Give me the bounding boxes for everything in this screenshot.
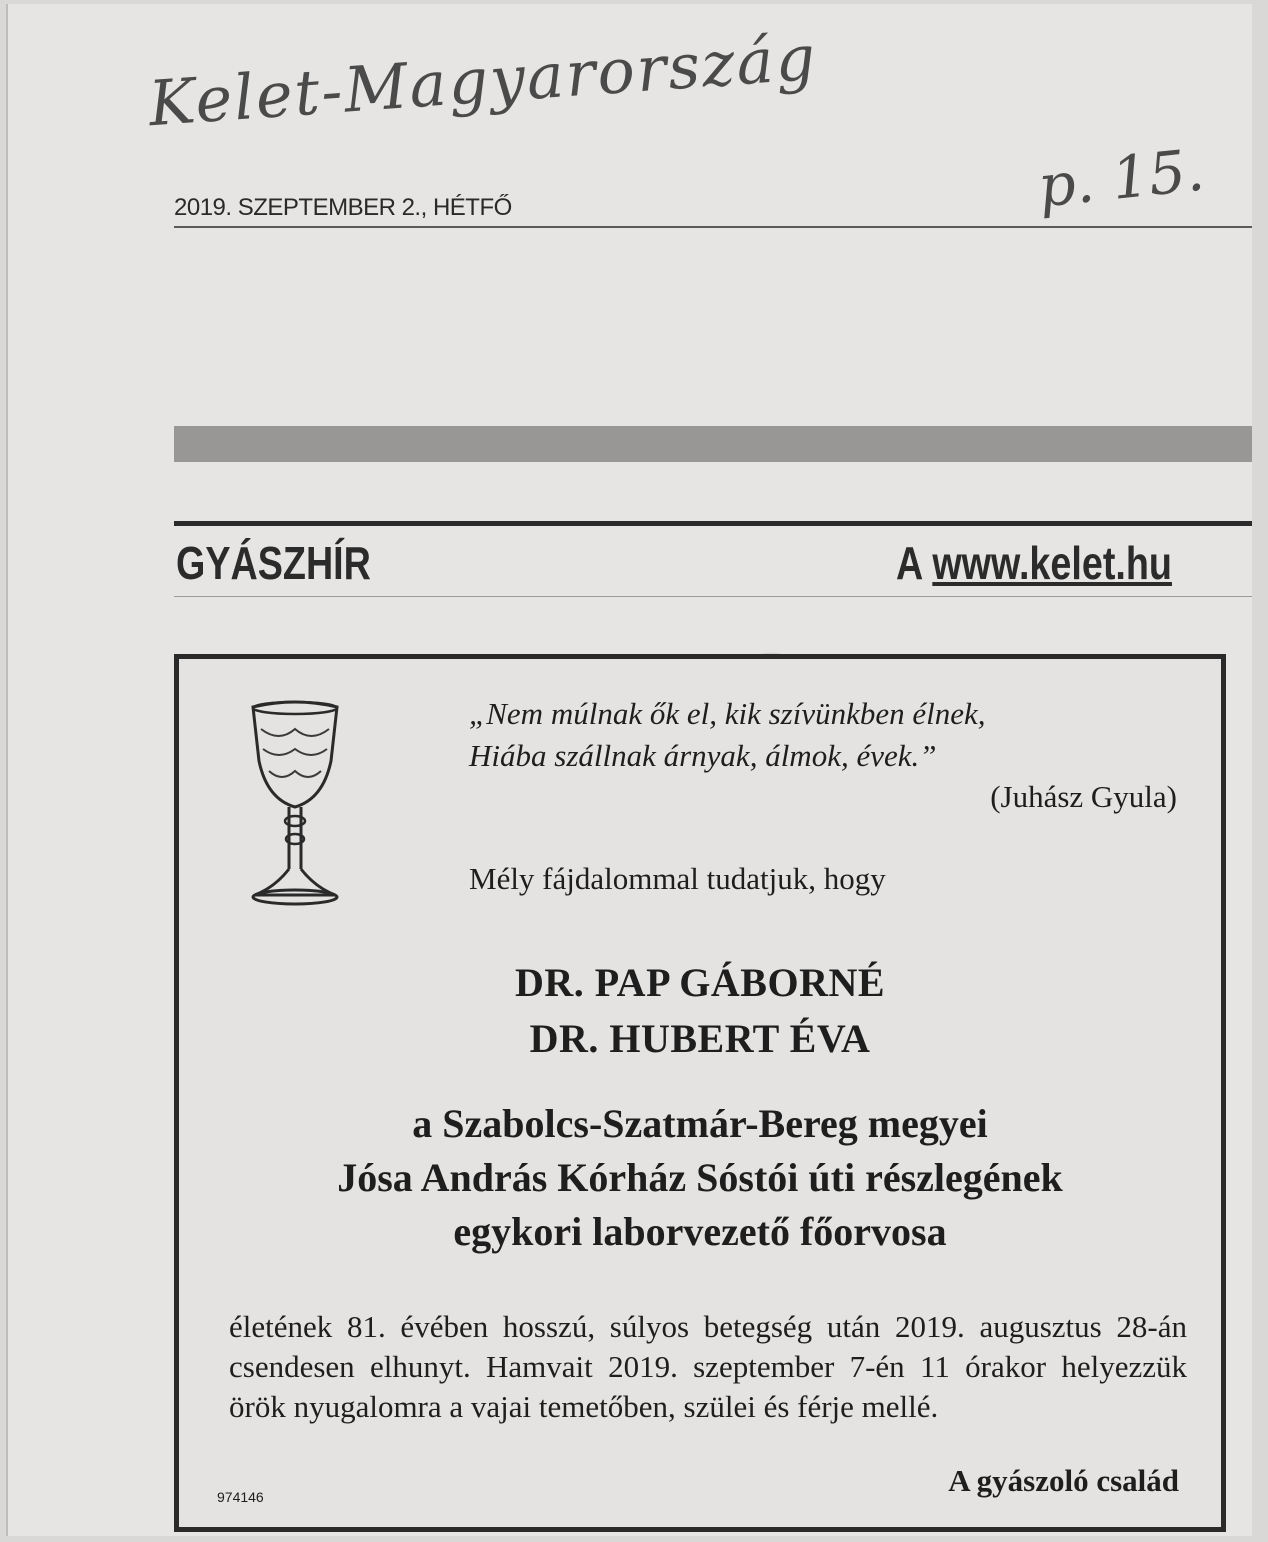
notice-intro: Mély fájdalommal tudatjuk, hogy	[469, 861, 886, 896]
memorial-quote	[469, 693, 986, 777]
header-rule	[174, 226, 1252, 228]
role-line-2: Jósa András Kórház Sóstói úti részlegének	[337, 1155, 1063, 1200]
site-link-prefix: A	[896, 537, 922, 589]
handwritten-page-note: p. 15.	[1034, 135, 1208, 221]
gray-banner-strip	[174, 426, 1252, 462]
handwritten-source-note: Kelet-Magyarország	[146, 20, 820, 141]
newspaper-clipping	[6, 4, 1252, 1536]
section-underline	[174, 596, 1252, 597]
deceased-name-line-2: DR. HUBERT ÉVA	[529, 1016, 871, 1061]
site-link-url[interactable]: www.kelet.hu	[932, 537, 1172, 589]
role-line-3: egykori laborvezető főorvosa	[453, 1209, 947, 1254]
role-line-1: a Szabolcs-Szatmár-Bereg megyei	[412, 1101, 988, 1146]
site-link[interactable]	[896, 536, 1172, 590]
chalice-icon	[239, 699, 351, 909]
section-rule	[174, 521, 1252, 526]
notice-signature: A gyászoló család	[948, 1463, 1179, 1498]
issue-date: 2019. SZEPTEMBER 2., HÉTFŐ	[174, 194, 512, 221]
quote-line-2: Hiába szállnak árnyak, álmok, évek.”	[469, 738, 937, 773]
quote-author: (Juhász Gyula)	[990, 779, 1177, 814]
obituary-notice	[174, 654, 1226, 1532]
ad-reference-number: 974146	[217, 1489, 264, 1505]
notice-body: életének 81. évében hosszú, súlyos betegség után 2019. augusztus 28-án csendesen elhunyt. Hamvait 2019. szeptember 7-én 11 órakor helyezzük örök nyugalomra a vajai temetőben, szülei és férje mellé.	[229, 1309, 1187, 1424]
deceased-name-line-1: DR. PAP GÁBORNÉ	[514, 960, 886, 1005]
section-title: GYÁSZHÍR	[176, 537, 371, 589]
quote-line-1: „Nem múlnak ők el, kik szívünkben élnek,	[469, 696, 986, 731]
